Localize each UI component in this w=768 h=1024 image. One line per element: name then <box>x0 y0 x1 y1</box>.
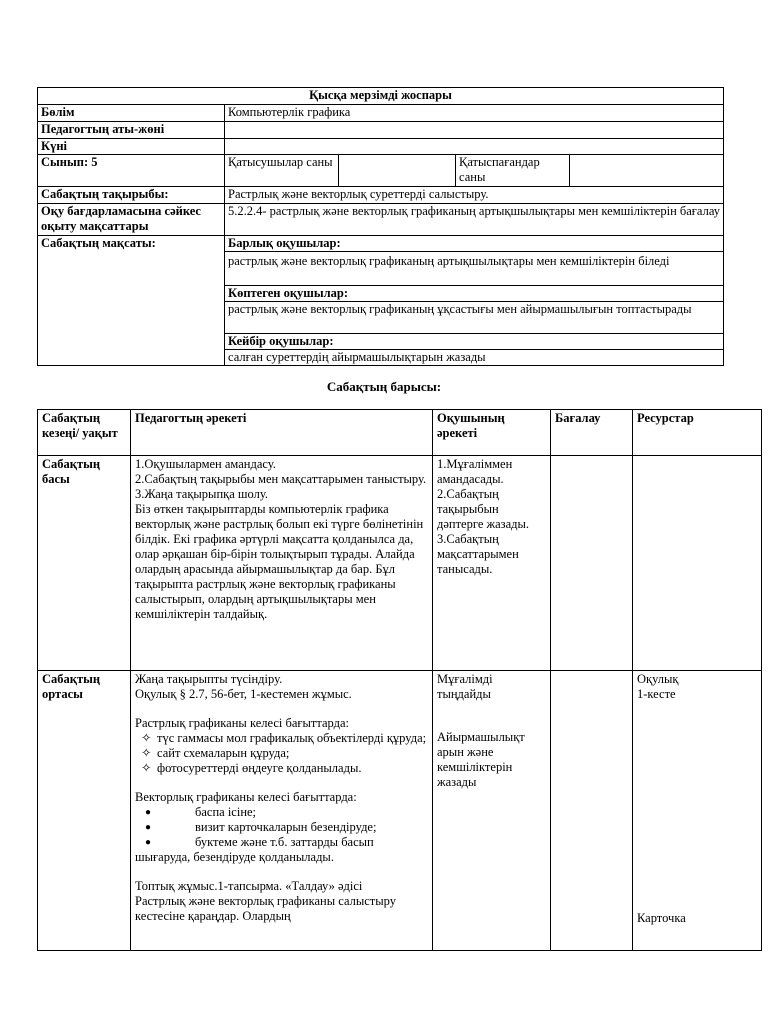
objectives-label: Оқу бағдарламасына сәйкес оқыту мақсаттары <box>38 204 225 236</box>
list-item: ✧ фотосуреттерді өңдеуге қолданылады. <box>141 761 362 775</box>
list-item: ● баспа ісіне; <box>145 805 257 819</box>
some-students-label: Кейбір оқушылар: <box>225 334 724 350</box>
bullet-icon: ● <box>145 807 152 818</box>
some-students-value: салған суреттердің айырмашылықтарын жазады <box>225 350 724 366</box>
topic-label: Сабақтың тақырыбы: <box>38 187 225 204</box>
class-label: Сынып: 5 <box>38 155 225 187</box>
header-teacher-action: Педагогтың әрекеті <box>131 410 433 456</box>
objectives-value: 5.2.2.4- растрлық және векторлық графиканың артықшылықтары мен кемшіліктерін бағалау <box>225 204 724 236</box>
many-students-label: Көптеген оқушылар: <box>225 286 724 302</box>
stage-start: Сабақтың басы <box>38 456 131 671</box>
list-item: ● буктеме және т.б. заттарды басып <box>145 835 374 849</box>
bullet-icon: ● <box>145 822 152 833</box>
assessment-middle <box>551 671 633 951</box>
all-students-value: растрлық және векторлық графиканың артықшылықтары мен кемшіліктерін біледі <box>225 252 724 286</box>
vector-tail: шығаруда, безендіруде қолданылады. <box>135 850 334 864</box>
resource-textbook: Оқулық 1-кесте <box>637 672 679 701</box>
student-action-middle <box>433 671 551 951</box>
all-students-label: Барлық оқушылар: <box>225 236 724 252</box>
list-item: ✧ сайт схемаларын құруда; <box>141 746 290 760</box>
diamond-bullet-icon: ✧ <box>141 746 152 760</box>
lesson-progress-title: Сабақтың барысы: <box>326 379 442 394</box>
teacher-action-middle <box>131 671 433 951</box>
teacher-label: Педагогтың аты-жөні <box>38 122 225 139</box>
header-assessment: Бағалау <box>551 410 633 456</box>
lesson-progress-table <box>37 409 762 951</box>
plan-title: Қысқа мерзімді жоспары <box>38 88 724 105</box>
group-work: Топтық жұмыс.1-тапсырма. «Талдау» әдісі Растрлық және векторлық графиканы салыстыру кестесіне қараңдар. Олардың <box>135 879 396 923</box>
topic-value: Растрлық және векторлық суреттерді салыстыру. <box>225 187 724 204</box>
header-student-action: Оқушының әрекеті <box>433 410 551 456</box>
teacher-value <box>225 122 724 139</box>
student-write: Айырмашылықт арын және кемшіліктерін жазады <box>437 730 525 789</box>
resource-card: Карточка <box>637 911 686 925</box>
middle-intro: Жаңа тақырыпты түсіндіру. Оқулық § 2.7, 56-бет, 1-кестемен жұмыс. <box>135 672 352 701</box>
vector-list <box>135 805 428 850</box>
present-label: Қатысушылар саны <box>225 155 339 187</box>
absent-value <box>570 155 724 187</box>
student-listen: Мұғалімді тыңдайды <box>437 672 493 701</box>
list-item: ● визит карточкаларын безендіруде; <box>145 820 377 834</box>
section-value: Компьютерлік графика <box>225 105 724 122</box>
resources-middle <box>633 671 762 951</box>
assessment-start <box>551 456 633 671</box>
many-students-value: растрлық және векторлық графиканың ұқсастығы мен айырмашылығын топтастырады <box>225 302 724 334</box>
absent-label: Қатыспағандар саны <box>456 155 570 187</box>
bullet-icon: ● <box>145 837 152 848</box>
vector-heading: Векторлық графиканы келесі бағыттарда: <box>135 790 357 804</box>
header-resources: Ресурстар <box>633 410 762 456</box>
day-value <box>225 139 724 155</box>
teacher-action-start: 1.Оқушылармен амандасу. 2.Сабақтың тақырыбы мен мақсаттарымен таныстыру. 3.Жаңа тақырыпқа шолу. Біз өткен тақырыптарды компьютерлік графика векторлық және растрлық болып екі түрге бөлінетінін білдік. Екі графика әртүрлі мақсатта қолданылса да, олар әрқашан бір-бірін толықтырып тұрады. Алайда олардың арасында айырмашылықтар да бар. Бұл тақырыпта растрлық және векторлық графиканы салыстырып, олардың артықшылықтары мен кемшіліктерін талдайық. <box>131 456 433 671</box>
goal-label: Сабақтың мақсаты: <box>38 236 225 366</box>
diamond-bullet-icon: ✧ <box>141 731 152 745</box>
day-label: Күні <box>38 139 225 155</box>
section-label: Бөлім <box>38 105 225 122</box>
student-action-start: 1.Мұғаліммен амандасады. 2.Сабақтың тақырыбын дәптерге жазады. 3.Сабақтың мақсаттарымен танысады. <box>433 456 551 671</box>
resources-start <box>633 456 762 671</box>
raster-list <box>135 731 428 776</box>
stage-middle: Сабақтың ортасы <box>38 671 131 951</box>
header-stage: Сабақтың кезеңі/ уақыт <box>38 410 131 456</box>
short-term-plan-table <box>37 87 724 366</box>
raster-heading: Растрлық графиканы келесі бағыттарда: <box>135 716 350 730</box>
present-value <box>339 155 456 187</box>
list-item: ✧ түс гаммасы мол графикалық объектілерді құруда; <box>141 731 427 745</box>
diamond-bullet-icon: ✧ <box>141 761 152 775</box>
